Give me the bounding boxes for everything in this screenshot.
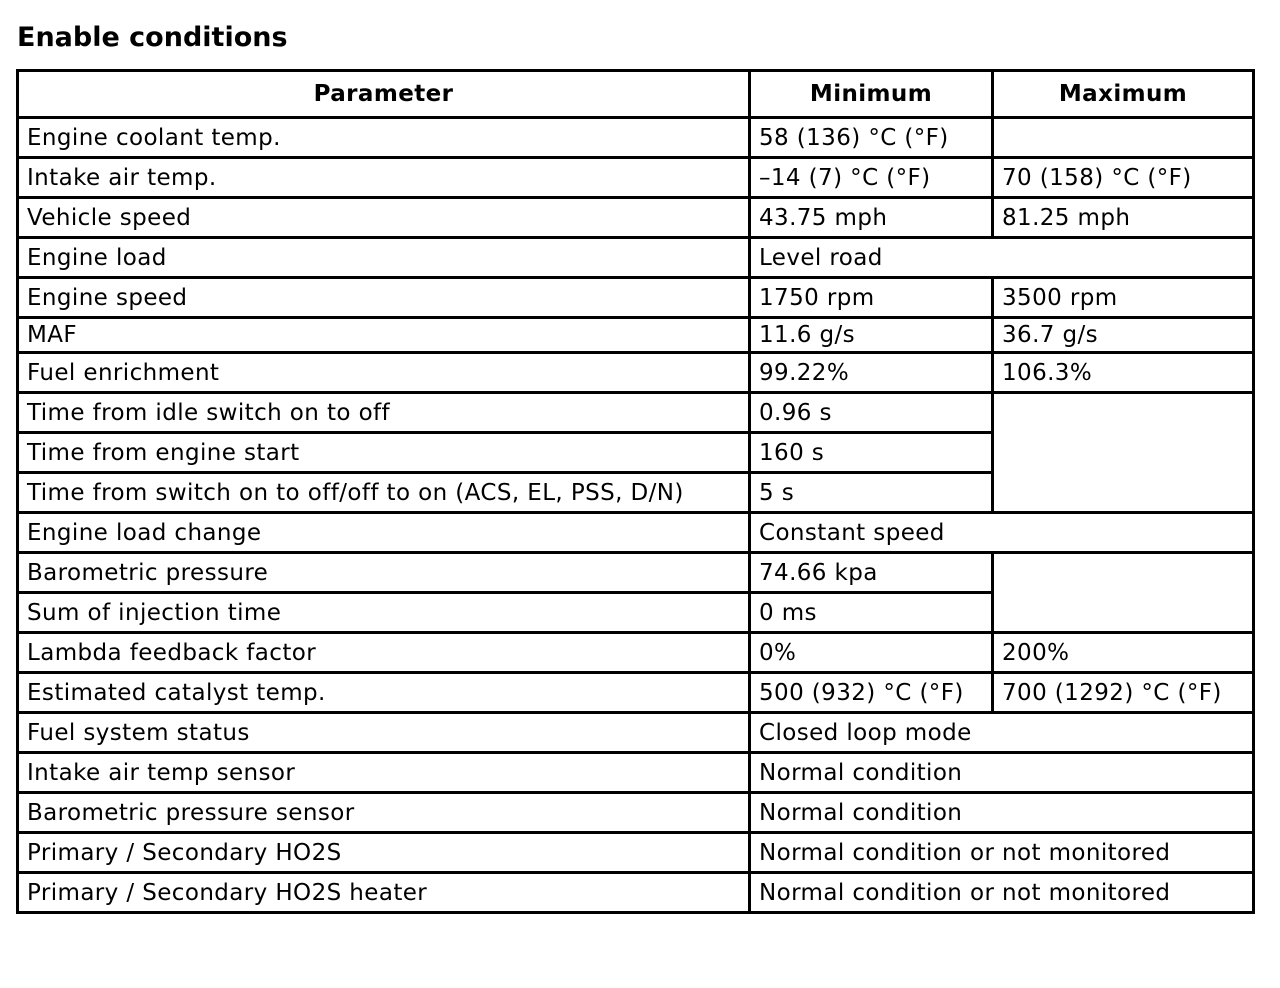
table-row — [18, 833, 1254, 873]
param-cell: Fuel system status — [18, 713, 750, 753]
table-row — [18, 553, 1254, 593]
table-row — [18, 353, 1254, 393]
param-cell: Intake air temp sensor — [18, 753, 750, 793]
value-cell: Normal condition — [750, 753, 1254, 793]
header-minimum: Minimum — [750, 71, 993, 118]
table-row — [18, 793, 1254, 833]
table-row — [18, 393, 1254, 433]
table-row — [18, 238, 1254, 278]
table-row — [18, 713, 1254, 753]
max-cell — [993, 118, 1254, 158]
max-cell: 70 (158) °C (°F) — [993, 158, 1254, 198]
param-cell: Engine load — [18, 238, 750, 278]
max-cell: 3500 rpm — [993, 278, 1254, 318]
param-cell: Engine coolant temp. — [18, 118, 750, 158]
max-cell: 36.7 g/s — [993, 318, 1254, 353]
param-cell: Time from engine start — [18, 433, 750, 473]
param-cell: Vehicle speed — [18, 198, 750, 238]
min-cell: 43.75 mph — [750, 198, 993, 238]
min-cell: 500 (932) °C (°F) — [750, 673, 993, 713]
min-cell: 11.6 g/s — [750, 318, 993, 353]
min-cell: 1750 rpm — [750, 278, 993, 318]
header-maximum: Maximum — [993, 71, 1254, 118]
min-cell: 5 s — [750, 473, 993, 513]
table-row — [18, 633, 1254, 673]
table-row — [18, 278, 1254, 318]
value-cell: Normal condition — [750, 793, 1254, 833]
header-parameter: Parameter — [18, 71, 750, 118]
value-cell: Constant speed — [750, 513, 1254, 553]
value-cell: Normal condition or not monitored — [750, 833, 1254, 873]
param-cell: Time from switch on to off/off to on (ACS, EL, PSS, D/N) — [18, 473, 750, 513]
min-cell: 0.96 s — [750, 393, 993, 433]
param-cell: Estimated catalyst temp. — [18, 673, 750, 713]
param-cell: Fuel enrichment — [18, 353, 750, 393]
value-cell: Closed loop mode — [750, 713, 1254, 753]
min-cell: 160 s — [750, 433, 993, 473]
value-cell: Normal condition or not monitored — [750, 873, 1254, 913]
param-cell: Time from idle switch on to off — [18, 393, 750, 433]
enable-conditions-table — [16, 69, 1255, 914]
max-cell: 106.3% — [993, 353, 1254, 393]
param-cell: Sum of injection time — [18, 593, 750, 633]
param-cell: Intake air temp. — [18, 158, 750, 198]
param-cell: Primary / Secondary HO2S — [18, 833, 750, 873]
param-cell: Lambda feedback factor — [18, 633, 750, 673]
table-row — [18, 158, 1254, 198]
param-cell: Barometric pressure sensor — [18, 793, 750, 833]
max-cell: 81.25 mph — [993, 198, 1254, 238]
max-cell: 200% — [993, 633, 1254, 673]
min-cell: –14 (7) °C (°F) — [750, 158, 993, 198]
min-cell: 0 ms — [750, 593, 993, 633]
param-cell: Primary / Secondary HO2S heater — [18, 873, 750, 913]
table-row — [18, 873, 1254, 913]
table-row — [18, 753, 1254, 793]
min-cell: 99.22% — [750, 353, 993, 393]
param-cell: MAF — [18, 318, 750, 353]
table-row — [18, 673, 1254, 713]
table-row — [18, 118, 1254, 158]
page-title: Enable conditions — [17, 22, 288, 53]
min-cell: 58 (136) °C (°F) — [750, 118, 993, 158]
max-cell-empty — [993, 393, 1254, 513]
table-row — [18, 198, 1254, 238]
table-header-row — [18, 71, 1254, 118]
table-row — [18, 513, 1254, 553]
min-cell: 0% — [750, 633, 993, 673]
param-cell: Barometric pressure — [18, 553, 750, 593]
max-cell-empty — [993, 553, 1254, 633]
max-cell: 700 (1292) °C (°F) — [993, 673, 1254, 713]
min-cell: 74.66 kpa — [750, 553, 993, 593]
table-row — [18, 318, 1254, 353]
param-cell: Engine speed — [18, 278, 750, 318]
value-cell: Level road — [750, 238, 1254, 278]
param-cell: Engine load change — [18, 513, 750, 553]
